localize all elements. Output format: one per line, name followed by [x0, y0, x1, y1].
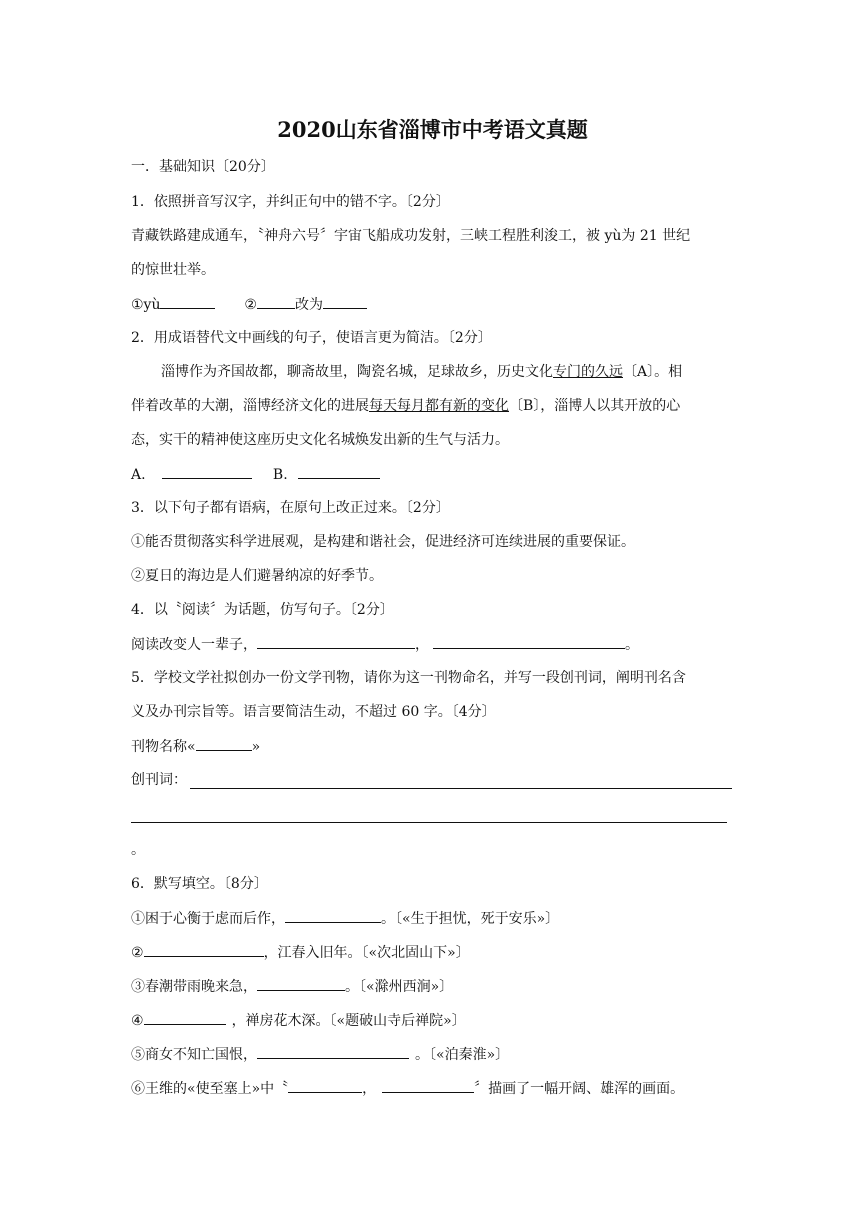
q6-i5-blank[interactable]	[257, 1044, 409, 1059]
q3-prompt: 3．以下句子都有语病，在原句上改正过来。〔2分〕	[131, 500, 450, 516]
q2-p1-tail: 〔A〕。相	[623, 364, 683, 380]
q6-item-6	[131, 1078, 684, 1099]
q2-p2-text: 伴着改革的大潮，淄博经济文化的进展	[131, 398, 369, 414]
q6-item-5	[131, 1044, 509, 1065]
q1-answer-row	[131, 294, 367, 315]
q6-i1-blank[interactable]	[285, 908, 381, 923]
q6-i2-source: ，江春入旧年。〔«次北固山下»〕	[263, 945, 470, 961]
q6-i3-source: 。〔«滁州西涧»〕	[345, 979, 454, 995]
q5-name-row	[131, 736, 260, 757]
q6-prompt: 6．默写填空。〔8分〕	[131, 876, 268, 892]
q4-comma: ，	[415, 637, 429, 653]
q1-text-line2: 的惊世壮举。	[131, 262, 215, 278]
q4-end: 。	[625, 637, 639, 653]
q6-item-4	[131, 1010, 466, 1031]
q6-i4-source: ，禅房花木深。〔«题破山寺后禅院»〕	[231, 1013, 466, 1029]
q1-text-line1: 青藏铁路建成通车，〝神舟六号〞宇宙飞船成功发射，三峡工程胜利浚工，被 yù为 21 世纪	[131, 228, 691, 244]
q1-b-label: ②	[244, 297, 257, 313]
q6-i6-tail: 〞描画了一幅开阔、雄浑的画面。	[474, 1081, 685, 1097]
q6-i5-text: ⑤商女不知亡国恨，	[131, 1047, 257, 1063]
q2-underlined-a: 专门的久远	[553, 364, 623, 380]
q2-prompt: 2．用成语替代文中画线的句子，使语言更为简洁。〔2分〕	[131, 330, 492, 346]
q5-end: 。	[131, 842, 145, 858]
q6-i1-text: ①困于心衡于虑而后作，	[131, 911, 285, 927]
q5-name-close: »	[251, 739, 261, 755]
q6-i6-text: ⑥王维的«使至塞上»中〝	[131, 1081, 289, 1097]
q6-i1-source: 。〔«生于担忧，死于安乐»〕	[381, 911, 560, 927]
q6-i3-text: ③春潮带雨晚来急，	[131, 979, 257, 995]
q6-i6-blank-1[interactable]	[288, 1078, 362, 1093]
q6-i4-num: ④	[131, 1013, 144, 1029]
q1-c-blank[interactable]	[323, 294, 367, 309]
page-title: 2020山东省淄博市中考语文真题	[277, 117, 588, 142]
q2-b-blank[interactable]	[298, 464, 380, 479]
q2-b-label: B.	[272, 467, 288, 483]
q2-passage-line1	[161, 362, 682, 382]
q1-a-blank[interactable]	[160, 294, 215, 309]
q5-prompt-line1: 5．学校文学社拟创办一份文学刊物，请你为这一刊物命名，并写一段创刊词，阐明刊名含	[131, 670, 686, 686]
section-heading: 一．基础知识〔20分〕	[131, 159, 275, 175]
q4-prompt: 4．以〝阅读〞为话题，仿写句子。〔2分〕	[131, 602, 394, 618]
q1-a-label: ①yù	[131, 297, 161, 313]
q2-passage-line3: 态，实干的精神使这座历史文化名城焕发出新的生气与活力。	[131, 432, 509, 448]
q4-blank-2[interactable]	[433, 634, 625, 649]
q2-p2-tail: 〔B〕，淄博人以其开放的心	[509, 398, 681, 414]
q1-prompt: 1．依照拼音写汉字，并纠正句中的错不字。〔2分〕	[131, 194, 450, 210]
q3-sentence-2: ②夏日的海边是人们避暑纳凉的好季节。	[131, 568, 383, 584]
q6-i6-blank-2[interactable]	[382, 1078, 474, 1093]
q2-a-blank[interactable]	[162, 464, 252, 479]
q2-a-label: A.	[131, 467, 146, 483]
q6-item-1	[131, 908, 559, 929]
q5-words-label: 创刊词：	[131, 772, 187, 788]
q5-answer-line-1[interactable]	[190, 788, 732, 789]
q4-answer-row	[131, 634, 639, 655]
q5-answer-line-2[interactable]	[131, 822, 727, 823]
q1-c-label: 改为	[294, 297, 323, 313]
q2-passage-line2	[131, 396, 680, 416]
q4-lead: 阅读改变人一辈子，	[131, 637, 257, 653]
q3-sentence-1: ①能否贯彻落实科学进展观，是构建和谐社会，促进经济可连续进展的重要保证。	[131, 534, 635, 550]
q2-p1-text: 淄博作为齐国故都，聊斋故里，陶瓷名城，足球故乡，历史文化	[161, 364, 553, 380]
q1-b-blank[interactable]	[257, 294, 295, 309]
q6-item-3	[131, 976, 453, 997]
q6-i2-blank[interactable]	[144, 942, 264, 957]
q6-i4-blank[interactable]	[144, 1010, 226, 1025]
q2-underlined-b: 每天每月都有新的变化	[369, 398, 509, 414]
q6-item-2	[131, 942, 470, 963]
q2-answer-row	[131, 464, 380, 485]
q5-name-blank[interactable]	[196, 736, 252, 751]
q6-i3-blank[interactable]	[257, 976, 345, 991]
q5-name-label: 刊物名称«	[131, 739, 196, 755]
q6-i5-source: 。〔«泊秦淮»〕	[415, 1047, 510, 1063]
q6-i2-num: ②	[131, 945, 144, 961]
q4-blank-1[interactable]	[257, 634, 415, 649]
q6-i6-comma: ，	[362, 1081, 377, 1097]
q5-prompt-line2: 义及办刊宗旨等。语言要简洁生动，不超过 60 字。〔4分〕	[131, 704, 496, 720]
